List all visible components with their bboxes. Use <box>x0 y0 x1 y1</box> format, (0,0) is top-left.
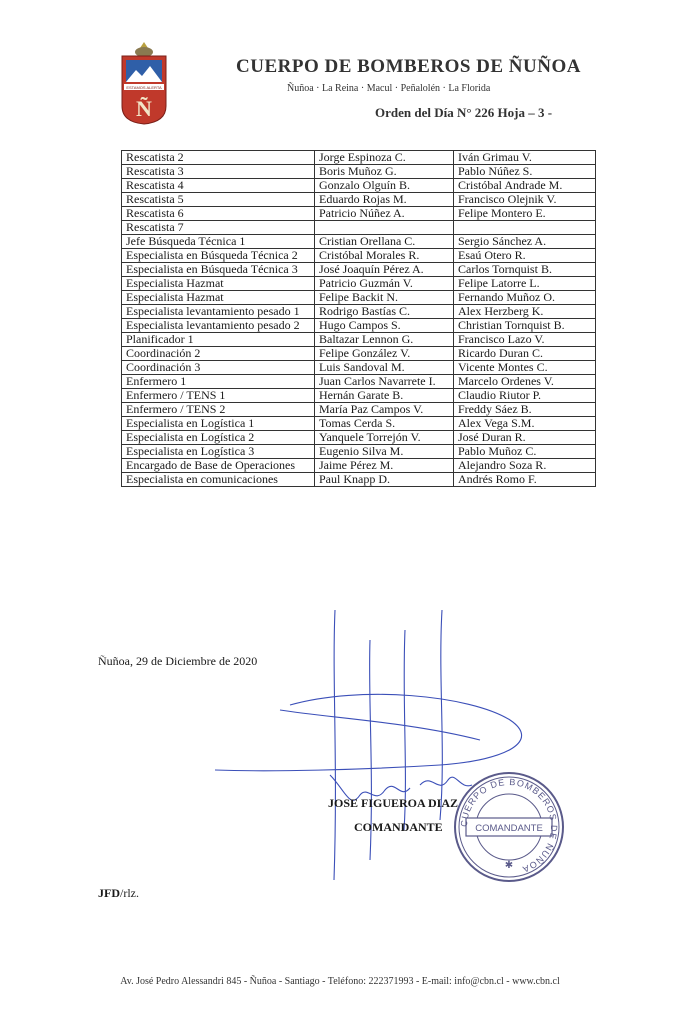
roster-role-cell: Rescatista 7 <box>122 221 315 235</box>
roster-alternate-cell: Marcelo Ordenes V. <box>454 375 596 389</box>
roster-primary-cell: José Joaquín Pérez A. <box>315 263 454 277</box>
roster-role-cell: Especialista en Logística 3 <box>122 445 315 459</box>
roster-primary-cell: Hugo Campos S. <box>315 319 454 333</box>
roster-row <box>122 221 596 235</box>
roster-alternate-cell: Pablo Núñez S. <box>454 165 596 179</box>
roster-alternate-cell: Pablo Muñoz C. <box>454 445 596 459</box>
roster-role-cell: Especialista en comunicaciones <box>122 473 315 487</box>
roster-alternate-cell: Freddy Sáez B. <box>454 403 596 417</box>
roster-alternate-cell: Alex Herzberg K. <box>454 305 596 319</box>
roster-row <box>122 403 596 417</box>
roster-alternate-cell: Esaú Otero R. <box>454 249 596 263</box>
roster-row <box>122 319 596 333</box>
stamp-ring-text: CUERPO DE BOMBEROS DE ÑUÑOA <box>458 776 560 875</box>
roster-primary-cell <box>315 221 454 235</box>
roster-primary-cell: Felipe Backit N. <box>315 291 454 305</box>
roster-role-cell: Especialista en Búsqueda Técnica 3 <box>122 263 315 277</box>
roster-row <box>122 431 596 445</box>
roster-primary-cell: Patricio Núñez A. <box>315 207 454 221</box>
roster-row <box>122 375 596 389</box>
roster-row <box>122 347 596 361</box>
signer-name: JOSE FIGUEROA DIAZ <box>328 796 459 810</box>
crest-motto: ESTAMOS ALERTA <box>126 85 162 90</box>
org-name: CUERPO DE BOMBEROS DE ÑUÑOA <box>236 56 581 77</box>
roster-primary-cell: Felipe González V. <box>315 347 454 361</box>
roster-alternate-cell: Vicente Montes C. <box>454 361 596 375</box>
stamp-center-text: COMANDANTE <box>475 823 543 834</box>
roster-primary-cell: Tomas Cerda S. <box>315 417 454 431</box>
roster-role-cell: Enfermero / TENS 2 <box>122 403 315 417</box>
roster-alternate-cell: Christian Tornquist B. <box>454 319 596 333</box>
roster-primary-cell: Boris Muñoz G. <box>315 165 454 179</box>
roster-row <box>122 361 596 375</box>
roster-alternate-cell: Francisco Lazo V. <box>454 333 596 347</box>
initials-author: JFD <box>98 886 120 900</box>
roster-alternate-cell: Francisco Olejnik V. <box>454 193 596 207</box>
roster-role-cell: Enfermero 1 <box>122 375 315 389</box>
roster-primary-cell: Gonzalo Olguín B. <box>315 179 454 193</box>
roster-primary-cell: Baltazar Lennon G. <box>315 333 454 347</box>
roster-primary-cell: Hernán Garate B. <box>315 389 454 403</box>
roster-alternate-cell: Iván Grimau V. <box>454 151 596 165</box>
roster-role-cell: Especialista en Logística 1 <box>122 417 315 431</box>
roster-row <box>122 459 596 473</box>
roster-primary-cell: Jaime Pérez M. <box>315 459 454 473</box>
roster-role-cell: Rescatista 4 <box>122 179 315 193</box>
roster-row <box>122 389 596 403</box>
reference-initials <box>98 886 139 901</box>
roster-alternate-cell: José Duran R. <box>454 431 596 445</box>
roster-row <box>122 235 596 249</box>
roster-role-cell: Especialista levantamiento pesado 1 <box>122 305 315 319</box>
roster-role-cell: Rescatista 5 <box>122 193 315 207</box>
roster-alternate-cell <box>454 221 596 235</box>
initials-typist: /rlz. <box>120 886 139 900</box>
roster-primary-cell: Eduardo Rojas M. <box>315 193 454 207</box>
roster-primary-cell: Luis Sandoval M. <box>315 361 454 375</box>
roster-role-cell: Jefe Búsqueda Técnica 1 <box>122 235 315 249</box>
roster-role-cell: Enfermero / TENS 1 <box>122 389 315 403</box>
roster-row <box>122 193 596 207</box>
roster-row <box>122 165 596 179</box>
roster-alternate-cell: Felipe Latorre L. <box>454 277 596 291</box>
roster-row <box>122 179 596 193</box>
roster-primary-cell: Cristian Orellana C. <box>315 235 454 249</box>
roster-primary-cell: Rodrigo Bastías C. <box>315 305 454 319</box>
roster-alternate-cell: Alex Vega S.M. <box>454 417 596 431</box>
roster-role-cell: Rescatista 3 <box>122 165 315 179</box>
roster-primary-cell: Yanquele Torrejón V. <box>315 431 454 445</box>
footer-address: Av. José Pedro Alessandri 845 - Ñuñoa - Santiago - Teléfono: 222371993 - E-mail: info@cbn.cl - www.cbn.cl <box>120 976 560 987</box>
roster-primary-cell: Patricio Guzmán V. <box>315 277 454 291</box>
roster-primary-cell: Eugenio Silva M. <box>315 445 454 459</box>
roster-row <box>122 263 596 277</box>
roster-role-cell: Coordinación 2 <box>122 347 315 361</box>
roster-role-cell: Especialista en Búsqueda Técnica 2 <box>122 249 315 263</box>
place-date: Ñuñoa, 29 de Diciembre de 2020 <box>98 654 258 668</box>
roster-alternate-cell: Cristóbal Andrade M. <box>454 179 596 193</box>
fire-department-crest <box>118 40 170 126</box>
roster-row <box>122 473 596 487</box>
roster-row <box>122 417 596 431</box>
roster-role-cell: Planificador 1 <box>122 333 315 347</box>
roster-alternate-cell: Fernando Muñoz O. <box>454 291 596 305</box>
roster-role-cell: Especialista Hazmat <box>122 277 315 291</box>
roster-row <box>122 305 596 319</box>
roster-row <box>122 333 596 347</box>
roster-table <box>121 150 596 487</box>
roster-role-cell: Especialista Hazmat <box>122 291 315 305</box>
roster-alternate-cell: Felipe Montero E. <box>454 207 596 221</box>
roster-alternate-cell: Claudio Riutor P. <box>454 389 596 403</box>
roster-primary-cell: Juan Carlos Navarrete I. <box>315 375 454 389</box>
roster-role-cell: Coordinación 3 <box>122 361 315 375</box>
roster-role-cell: Encargado de Base de Operaciones <box>122 459 315 473</box>
stamp-star-icon: ✱ <box>504 860 514 871</box>
roster-primary-cell: Jorge Espinoza C. <box>315 151 454 165</box>
roster-role-cell: Especialista levantamiento pesado 2 <box>122 319 315 333</box>
roster-primary-cell: María Paz Campos V. <box>315 403 454 417</box>
roster-alternate-cell: Carlos Tornquist B. <box>454 263 596 277</box>
roster-primary-cell: Cristóbal Morales R. <box>315 249 454 263</box>
signer-title: COMANDANTE <box>354 820 443 834</box>
org-communes: Ñuñoa · La Reina · Macul · Peñalolén · La Florida <box>287 83 491 94</box>
roster-row <box>122 249 596 263</box>
roster-role-cell: Rescatista 6 <box>122 207 315 221</box>
roster-role-cell: Especialista en Logística 2 <box>122 431 315 445</box>
roster-row <box>122 277 596 291</box>
roster-alternate-cell: Ricardo Duran C. <box>454 347 596 361</box>
crest-letter: Ñ <box>136 96 152 121</box>
roster-alternate-cell: Andrés Romo F. <box>454 473 596 487</box>
roster-alternate-cell: Alejandro Soza R. <box>454 459 596 473</box>
roster-row <box>122 291 596 305</box>
roster-row <box>122 445 596 459</box>
roster-role-cell: Rescatista 2 <box>122 151 315 165</box>
roster-alternate-cell: Sergio Sánchez A. <box>454 235 596 249</box>
roster-row <box>122 207 596 221</box>
roster-primary-cell: Paul Knapp D. <box>315 473 454 487</box>
official-stamp <box>452 770 566 884</box>
roster-row <box>122 151 596 165</box>
page-reference: Orden del Día N° 226 Hoja – 3 - <box>375 105 553 120</box>
